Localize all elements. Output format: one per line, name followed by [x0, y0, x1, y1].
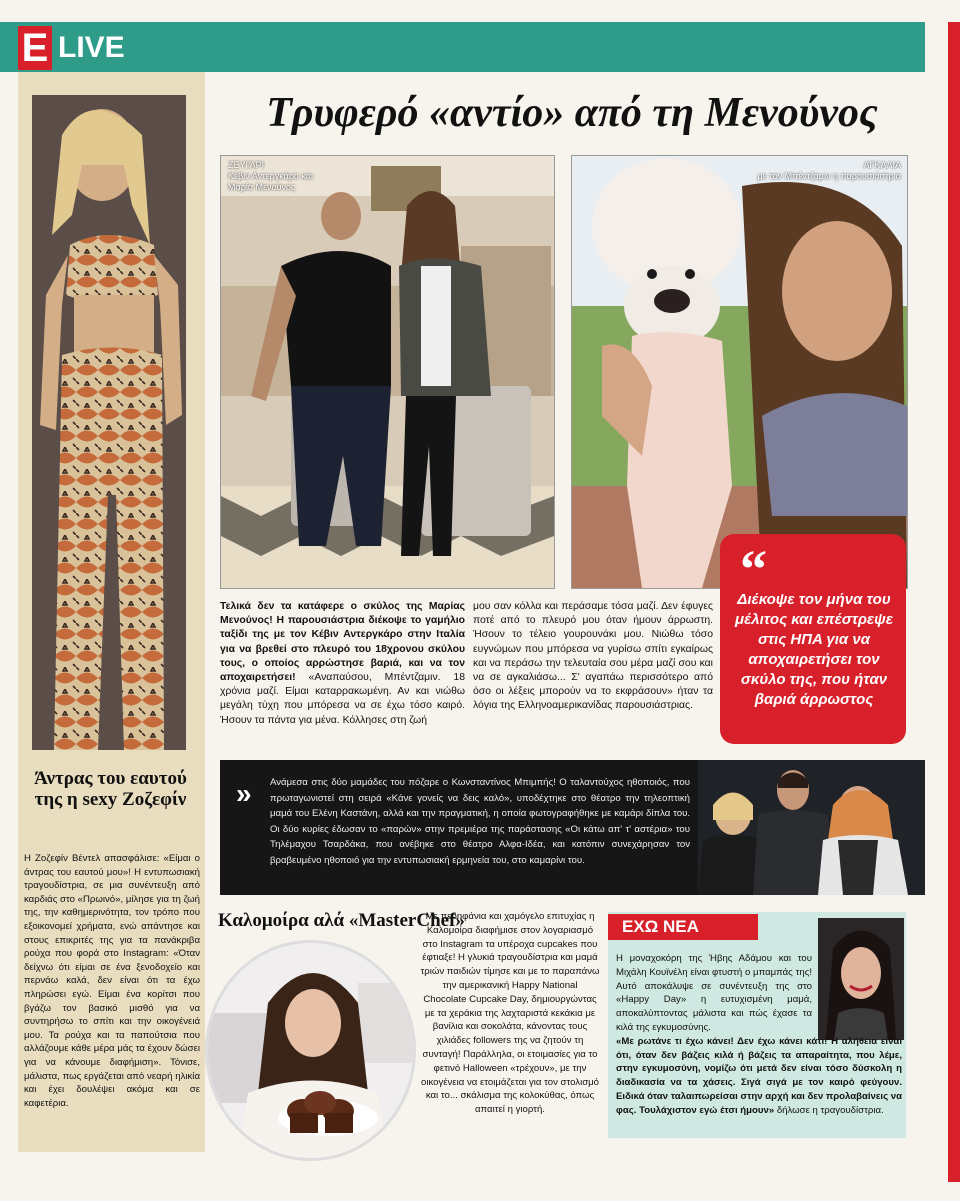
couple-photo [220, 155, 555, 589]
bimpis-news-text: Ανάμεσα στις δύο μαμάδες του πόζαρε ο Κωνσταντίνος Μπιμπής! Ο ταλαντούχος ηθοποιός, που πρωταγωνιστεί στη σειρά «Κάνε γονείς να δεις καλό», υποδέχτηκε στο θέατρο την τηλεοπτική μαμά του Ελένη Καστάνη, αλλά και την πραγματική, η οποία φωτογραφήθηκε με καμάρι δίπλα του. Οι δύο κυρίες έδωσαν το «παρών» στην πρεμιέρα της παράστασης «Οι κάτω απ' τ' αστέρια» του Τηλέμαχου Τσαρδάκα, που ανέβηκε στο θέατρο Αλφα-Ιδέα, και κατόπιν συνεχάρησαν τον βραβευμένο ηθοποιό για την εντυπωσιακή ερμηνεία του, στο καμαρίνι του. [270, 777, 690, 866]
pull-quote-text: Διέκοψε τον μήνα του μέλιτος και επέστρεψε στις ΗΠΑ για να αποχαιρετήσει τον σκύλο της, που ήταν βαριά άρρωστος [735, 591, 893, 708]
article-body-1: «Αναπαύσου, Μπέντζαμιν. 18 χρόνια μαζί. Είμαι καταρρακωμένη. Αν και νιώθω μεγάλη τύχη που μπόρεσα να σε έχω τόσο καιρό. Ήσουν τα πάντα για μένα. Κόλλησες στη ζωή [220, 672, 465, 726]
caption-label: ΑΓΚΑΛΙΑ [863, 160, 901, 170]
kalomoira-headline: Καλομοίρα αλά «MasterChef» [218, 910, 465, 931]
page-edge-stripe [948, 22, 960, 1182]
magazine-logo: E [18, 26, 52, 70]
caption-label: ΖΕΥΓΑΡΙ [228, 160, 265, 170]
dog-photo-caption [756, 160, 901, 182]
band-quote-icon: » [236, 778, 252, 809]
news-box-text [616, 952, 902, 1118]
article-body-2: μου σαν κόλλα και περάσαμε τόσα μαζί. Δεν έφυγες ποτέ από το πλευρό μου όταν ήμουν άρρωστη. Ήσουν το τέλειο γουρουνάκι μου. Νιώθω τόσο ευγνώμων που μπόρεσα να γυρίσω σπίτι εγκαίρως και να περάσω την τελευταία σου μέρα μαζί σου και να σε αγκαλιάσω... Σ' αγαπάω περισσότερο από όσο οι λέξεις μπορούν να το εκφράσουν» ήταν τα λόγια της Ελληνοαμερικανίδας παρουσιάστριας. [473, 601, 713, 712]
dog-hug-photo [571, 155, 908, 589]
news-text-2-quote: «Με ρωτάνε τι έχω κάνει! Δεν έχω κάνει κάτι! Η αλήθεια είναι ότι, όταν δεν βάζεις κιλά ή βάζεις τα απαραίτητα, που λέμε, στην εγκυμοσύνη, νομίζω ότι μετά δεν είναι τόσο δύσκολη η διαδικασία να τα χάσεις. Σιγά σιγά με τον καιρό φεύγουν. Ειδικά όταν ταλαιπωρείσαι στην αρχή και δεν προλαβαίνεις να φας. Τουλάχιστον εγώ έτσι ήμουν» [616, 1035, 902, 1116]
caption-text: Κέβιν Αντεργκάρο και Μαρία Μενούνος [228, 171, 314, 192]
news-text-2-tail: δήλωσε η τραγουδίστρια. [776, 1104, 884, 1116]
news-text-1: Η μοναχοκόρη της Ήβης Αδάμου και του Μιχάλη Κουϊνέλη είναι φτυστή ο μπαμπάς της! Αυτό αποκάλυψε σε συνέντευξη της στο «Happy Day» η ευτυχισμένη μαμά, αποκαλύπτοντας μάλιστα και πώς έχασε τα κιλά της εγκυμοσύνης. [616, 953, 812, 1033]
zozefin-photo [32, 95, 186, 750]
couple-photo-caption [228, 160, 338, 193]
quote-mark-icon: “ [740, 539, 767, 599]
kalomoira-article-text: Με περηφάνια και χαμόγελο επιτυχίας η Καλομοίρα διαφήμισε στον λογαριασμό στο Instagram τα υπέροχα cupcakes που έφτιαξε! Η γλυκιά τραγουδίστρια και μαμά τριών παιδιών τίμησε και με το παραπάνω την αμερικανική Happy National Chocolate Cupcake Day, δημιουργώντας με τα χεράκια της λαχταριστά κεκάκια με βανίλια και σοκολάτα, κάνοντας τους χιλιάδες followers της να ζητούν τη συνταγή! Παράλληλα, οι ετοιμασίες για το φετινό Halloween «τρέχουν», με την οικογένεια να ετοιμάζεται για τον στολισμό και το... σκάλισμα της κολοκύθας, όπως απαιτεί η γιορτή. [420, 911, 600, 1116]
article-lead: Τελικά δεν τα κατάφερε ο σκύλος της Μαρίας Μενούνος! Η παρουσιάστρια διέκοψε το γαμήλιο ταξίδι της με τον Κέβιν Αντεργκάρο στην Ιταλία για να βρεθεί στο πλευρό του 18χρονου σκύλου τους, ο οποίος αρρώστησε βαριά, και να τον αποχαιρετήσει! [220, 601, 465, 684]
news-box-label: ΕΧΩ ΝΕΑ [608, 914, 758, 940]
main-headline: Τρυφερό «αντίο» από τη Μενούνος [266, 90, 878, 136]
caption-text: με τον Μπέντζαμιν η παρουσιάστρια [757, 171, 901, 181]
article-column-1 [220, 600, 465, 728]
zozefin-headline: Άντρας του εαυτού της η sexy Ζοζεφίν [34, 768, 187, 810]
bimpis-family-photo [698, 760, 925, 895]
zozefin-article-text: Η Ζοζεφίν Βέντελ απασφάλισε: «Είμαι ο άντρας του εαυτού μου»! Η εντυπωσιακή τραγουδίστρια, σε μια συνέντευξη από καρδιάς στο «Πρωινό», μίλησε για τη ζωή της, την καθημερινότητα, τον τρόπο που εξοικονομεί χρήματα, ενώ απάντησε και στους επικριτές της για τα πανάκριβα ρούχα που φορά στο Instagram: «Όταν δείχνω ότι είμαι σε ένα ξενοδοχείο και περνάω καλά, δεν είναι ότι τα έχω πληρώσει εγώ. Είμαι ένα κορίτσι που βγάζω τον βασικό μισθό για να συντηρήσω το σπίτι και την οικογένειά μου. Τα ρούχα και τα παπούτσια που αλλάζουμε κάθε μέρα μάς τα έχουν δώσει για να κάνουμε διαφήμιση». Τόνισε, μάλιστα, πως εργάζεται από νεαρή ηλικία και έχει δουλέψει ακόμα και σε καφετέρια. [24, 853, 200, 1109]
kalomoira-photo [205, 940, 416, 1161]
section-header-bar [0, 22, 925, 72]
section-title: LIVE [58, 31, 125, 64]
